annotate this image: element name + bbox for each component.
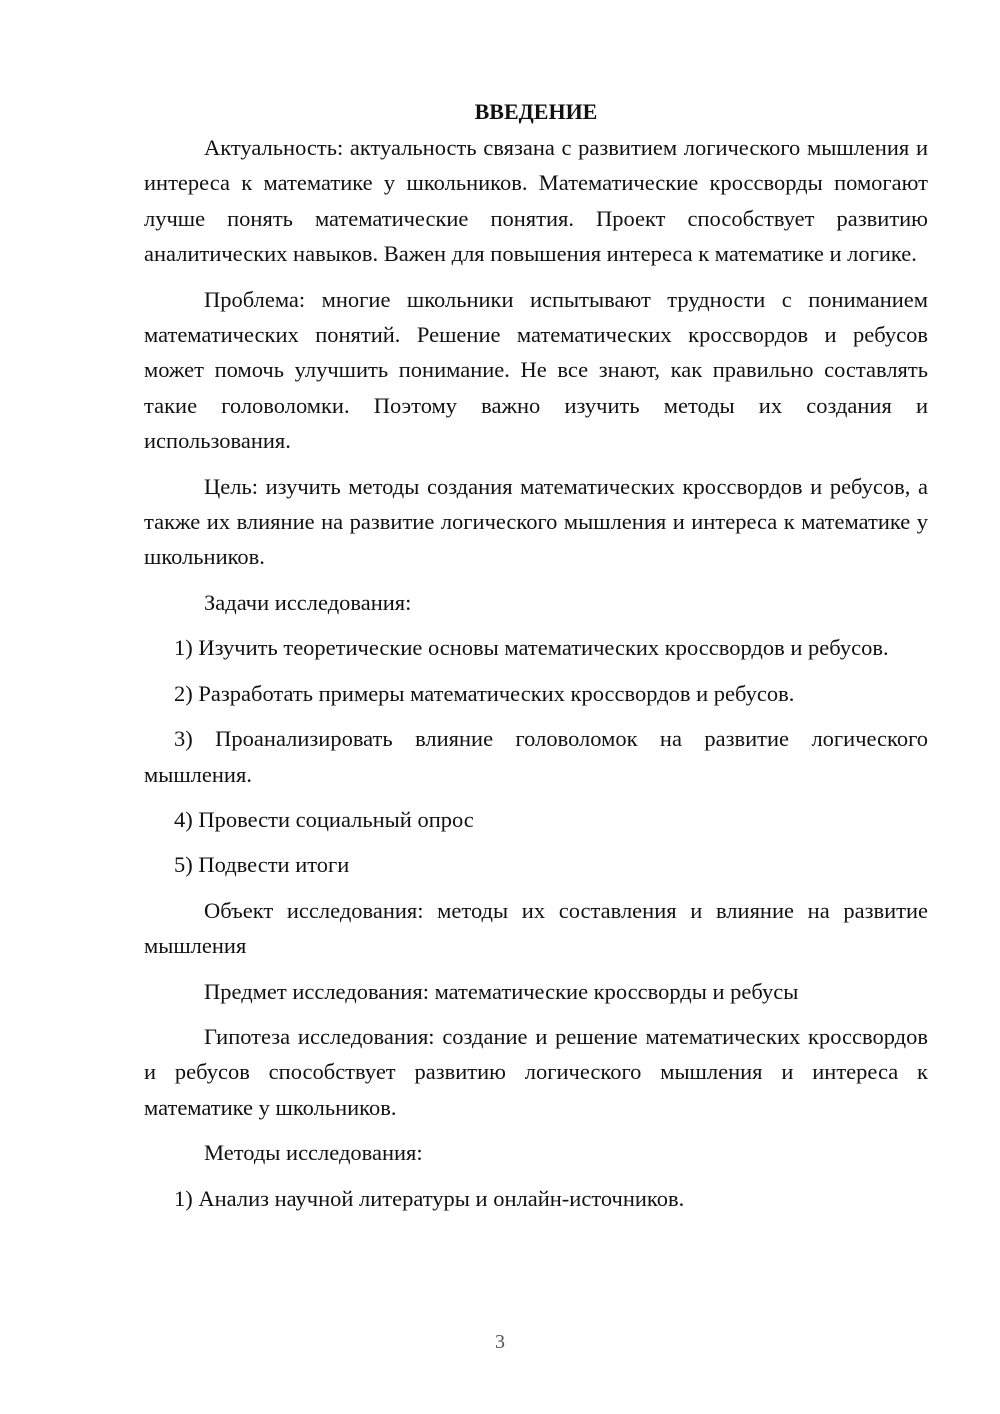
document-page: [144, 94, 928, 1226]
task-item-1: 1) Изучить теоретические основы математических кроссвордов и ребусов.: [174, 635, 889, 661]
task-item-3: 3) Проанализировать влияние головоломок на развитие логического мышления.: [144, 726, 928, 787]
page-number: 3: [495, 1331, 505, 1353]
paragraph-subject: Предмет исследования: математические кроссворды и ребусы: [204, 978, 799, 1004]
paragraph-object: Объект исследования: методы их составления и влияние на развитие мышления: [144, 897, 928, 959]
task-item-5: 5) Подвести итоги: [174, 852, 350, 878]
paragraph-relevance: Актуальность: актуальность связана с развитием логического мышления и интереса к математике у школьников. Математические кроссворды помогают лучше понять математические понятия. Проект способствует развитию аналитических навыков. Важен для повышения интереса к математике и логике.: [144, 135, 928, 267]
paragraph-goal: Цель: изучить методы создания математических кроссвордов и ребусов, а также их влияние на развитие логического мышления и интереса к математике у школьников.: [144, 473, 928, 570]
paragraph-tasks-heading: Задачи исследования:: [204, 589, 412, 615]
method-item-1: 1) Анализ научной литературы и онлайн-источников.: [174, 1185, 685, 1211]
paragraph-methods-heading: Методы исследования:: [204, 1140, 423, 1166]
paragraph-problem: Проблема: многие школьники испытывают трудности с пониманием математических понятий. Решение математических кроссвордов и ребусов может помочь улучшить понимание. Не все знают, как правильно составлять такие головоломки. Поэтому важно изучить методы их создания и использования.: [144, 286, 928, 454]
paragraph-hypothesis: Гипотеза исследования: создание и решение математических кроссвордов и ребусов способствует развитию логического мышления и интереса к математике у школьников.: [144, 1023, 928, 1120]
task-item-2: 2) Разработать примеры математических кроссвордов и ребусов.: [174, 680, 795, 706]
section-title: ВВЕДЕНИЕ: [474, 99, 598, 124]
task-item-4: 4) Провести социальный опрос: [174, 806, 474, 832]
